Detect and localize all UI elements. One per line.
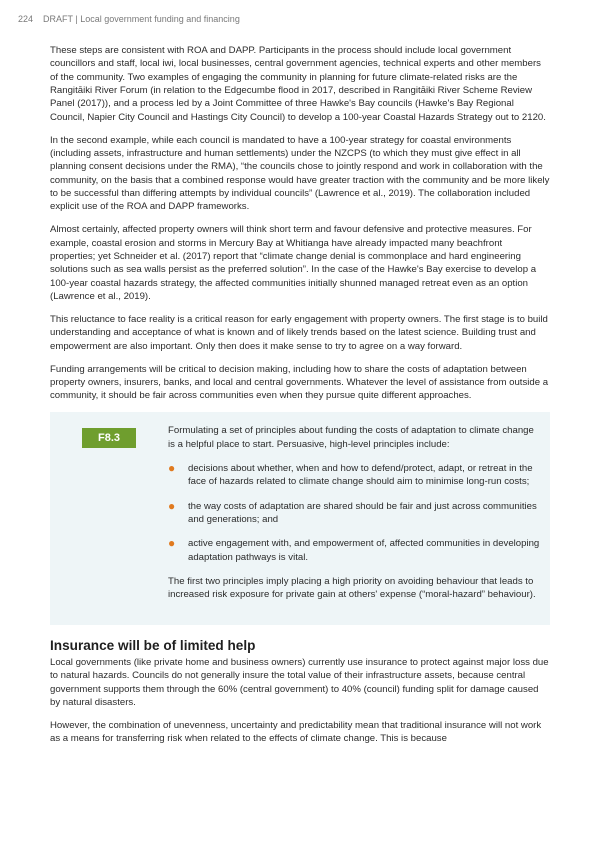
finding-body (168, 424, 540, 612)
finding-bullet (168, 537, 540, 564)
body-paragraph: This reluctance to face reality is a critical reason for early engagement with property owners. The first stage is to build understanding and acceptance of what is known and of likely trends based on the latest science. Building trust and empowerment are also important. Only then does it make sense to try to agree on a way forward. (50, 313, 548, 352)
finding-bullet (168, 462, 540, 489)
finding-conclusion: The first two principles imply placing a high priority on avoiding behaviour that leads to increased risk exposure for private gain at others' expense (“moral-hazard” behaviour). (168, 575, 536, 601)
body-paragraph: Local governments (like private home and business owners) currently use insurance to protect against major loss due to natural hazards. Councils do not generally insure the total value of their infrastructure assets, because central government supports them through the 60% (central government) to 40% (council) funding split for damage caused by natural disasters. (50, 657, 549, 709)
running-title: DRAFT | Local government funding and financing (43, 14, 240, 24)
finding-bullet-list (168, 462, 540, 564)
bullet-dot-icon: ● (168, 460, 176, 475)
page-header (18, 14, 240, 24)
body-paragraph: In the second example, while each council is mandated to have a 100-year strategy for coastal environments (including assets, infrastructure and human settlements) under the NZCPS (to which they must give effect in all planning consent decisions under the RMA), “the councils chose to jointly respond and work in collaboration with the community, on the basis that a combined response would have greater traction with the community and be more likely to be successful than differing attempts by individual councils” (Lawrence et al., 2019). The collaboration included explicit use of the ROA and DAPP frameworks. (50, 134, 550, 213)
page-number: 224 (18, 14, 34, 24)
body-paragraph: Almost certainly, affected property owners will think short term and favour defensive and protective measures. For example, coastal erosion and storms in Mercury Bay at Whitianga have already impacted many beachfront properties; yet Schneider et al. (2017) report that “climate change denial is commonplace and hard engineering solutions such as sea walls persist as the preferred solution”. In the case of the Hawke's Bay exercise to develop a 100-year coastal hazards strategy, the affected communities initially shunned managed retreat even as an option (Lawrence et al., 2019). (50, 224, 537, 303)
finding-intro: Formulating a set of principles about funding the costs of adaptation to climate change is a helpful place to start. Persuasive, high-level principles include: (168, 425, 534, 450)
finding-bullet-text: active engagement with, and empowerment of, affected communities in developing adaptation pathways is vital. (188, 538, 540, 563)
finding-box (50, 412, 550, 624)
bullet-dot-icon: ● (168, 498, 176, 513)
finding-bullet-text: the way costs of adaptation are shared should be fair and just across communities and generations; and (188, 500, 537, 525)
bullet-dot-icon: ● (168, 536, 176, 551)
body-paragraph: These steps are consistent with ROA and DAPP. Participants in the process should include local government councillors and staff, local iwi, local businesses, central government agencies, technical experts and other members of the community. Two examples of engaging the community in planning for future climate-related risks are the Rangitāiki River Forum (in relation to the Edgecumbe flood in 2017, described in Rangitāiki River Scheme Review Panel (2017)), and a process led by a Joint Committee of three Hawke's Bay councils (Hawke's Bay Regional Council, Napier City Council and Hastings City Council) to develop a 100-year Coastal Hazards Strategy out to 2120. (50, 45, 546, 123)
page-content (50, 44, 550, 755)
finding-bullet (168, 500, 540, 527)
section-heading: Insurance will be of limited help (50, 637, 256, 653)
finding-label: F8.3 (82, 428, 136, 448)
body-paragraph: Funding arrangements will be critical to decision making, including how to share the costs of adaptation between property owners, insurers, banks, and local and central governments. Whatever the level of assistance from outside a community, it should be fair across communities even when they pursue quite different approaches. (50, 363, 549, 402)
finding-bullet-text: decisions about whether, when and how to defend/protect, adapt, or retreat in the face of hazards related to climate change should aim to minimise long-run costs; (188, 462, 533, 488)
body-paragraph: However, the combination of unevenness, uncertainty and predictability mean that traditional insurance will not work as a means for transferring risk when related to the effects of climate change. This is because (50, 719, 542, 745)
